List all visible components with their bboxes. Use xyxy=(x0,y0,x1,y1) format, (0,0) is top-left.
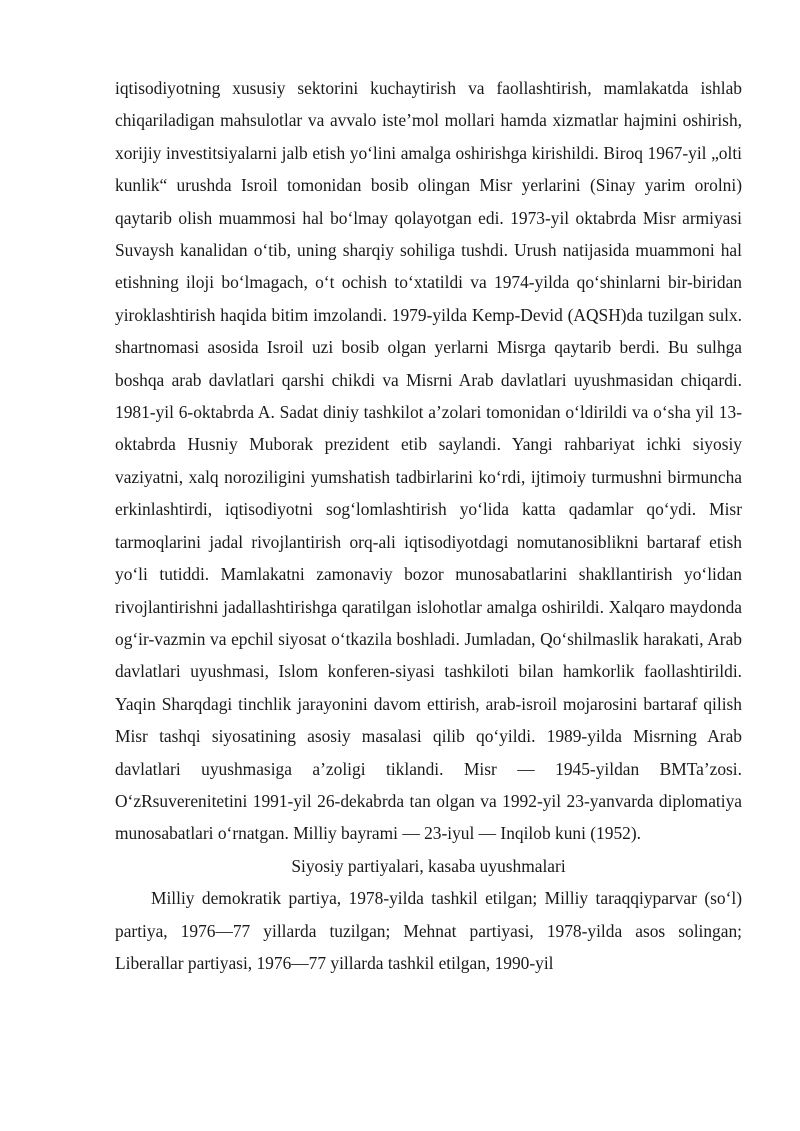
body-paragraph-2: Milliy demokratik partiya, 1978-yilda tashkil etilgan; Milliy taraqqiyparvar (so‘l) partiya, 1976—77 yillarda tuzilgan; Mehnat partiyasi, 1978-yilda asos solingan; Liberallar partiyasi, 1976—77 yillarda tashkil etilgan, 1990-yil xyxy=(115,888,742,973)
section-heading: Siyosiy partiyalari, kasaba uyushmalari xyxy=(291,855,566,876)
body-paragraph: iqtisodiyotning xususiy sektorini kuchaytirish va faollashtirish, mamlakatda ishlab chiqariladigan mahsulotlar va avvalo iste’mol mollari hamda xizmatlar hajmini oshirish, xorijiy investitsiyalarni jalb etish yo‘lini amalga oshirishga kirishildi. Biroq 1967-yil „olti kunlik“ urushda Isroil tomonidan bosib olingan Misr yerlarini (Sinay yarim orolni) qaytarib olish muammosi hal bo‘lmay qolayotgan edi. 1973-yil oktabrda Misr armiyasi Suvaysh kanalidan o‘tib, uning sharqiy sohiliga tushdi. Urush natijasida muammoni hal etishning iloji bo‘lmagach, o‘t ochish to‘xtatildi va 1974-yilda qo‘shinlarni bir-biridan yiroklashtirish haqida bitim imzolandi. 1979-yilda Kemp-Devid (AQSH)da tuzilgan sulx. shartnomasi asosida Isroil uzi bosib olgan yerlarni Misrga qaytarib berdi. Bu sulhga boshqa arab davlatlari qarshi chikdi va Misrni Arab davlatlari uyushmasidan chiqardi. 1981-yil 6-oktabrda A. Sadat diniy tashkilot a’zolari tomonidan o‘ldirildi va o‘sha yil 13-oktabrda Husniy Muborak prezident etib saylandi. Yangi rahbariyat ichki siyosiy vaziyatni, xalq noroziligini yumshatish tadbirlarini ko‘rdi, ijtimoiy turmushni birmuncha erkinlashtirdi, iqtisodiyotni sog‘lomlashtirish yo‘lida katta qadamlar qo‘ydi. Misr tarmoqlarini jadal rivojlantirish orq-ali iqtisodiyotdagi nomutanosiblikni bartaraf etish yo‘li tutiddi. Mamlakatni zamonaviy bozor munosabatlarini shakllantirish yo‘lidan rivojlantirishni jadallashtirishga qaratilgan islohotlar amalga oshirildi. Xalqaro maydonda og‘ir-vazmin va epchil siyosat o‘tkazila boshladi. Jumladan, Qo‘shilmaslik harakati, Arab davlatlari uyushmasi, Islom konferen-siyasi tashkiloti bilan hamkorlik faollashtirildi. Yaqin Sharqdagi tinchlik jarayonini davom ettirish, arab-isroil mojarosini bartaraf qilish Misr tashqi siyosatining asosiy masalasi qilib qo‘yildi. 1989-yilda Misrning Arab davlatlari uyushmasiga a’zoligi tiklandi. Misr — 1945-yildan BMTa’zosi. O‘zRsuverenitetini 1991-yil 26-dekabrda tan olgan va 1992-yil 23-yanvarda diplomatiya munosabatlari o‘rnatgan. Milliy bayrami — 23-iyul — Inqilob kuni (1952). xyxy=(115,78,742,844)
